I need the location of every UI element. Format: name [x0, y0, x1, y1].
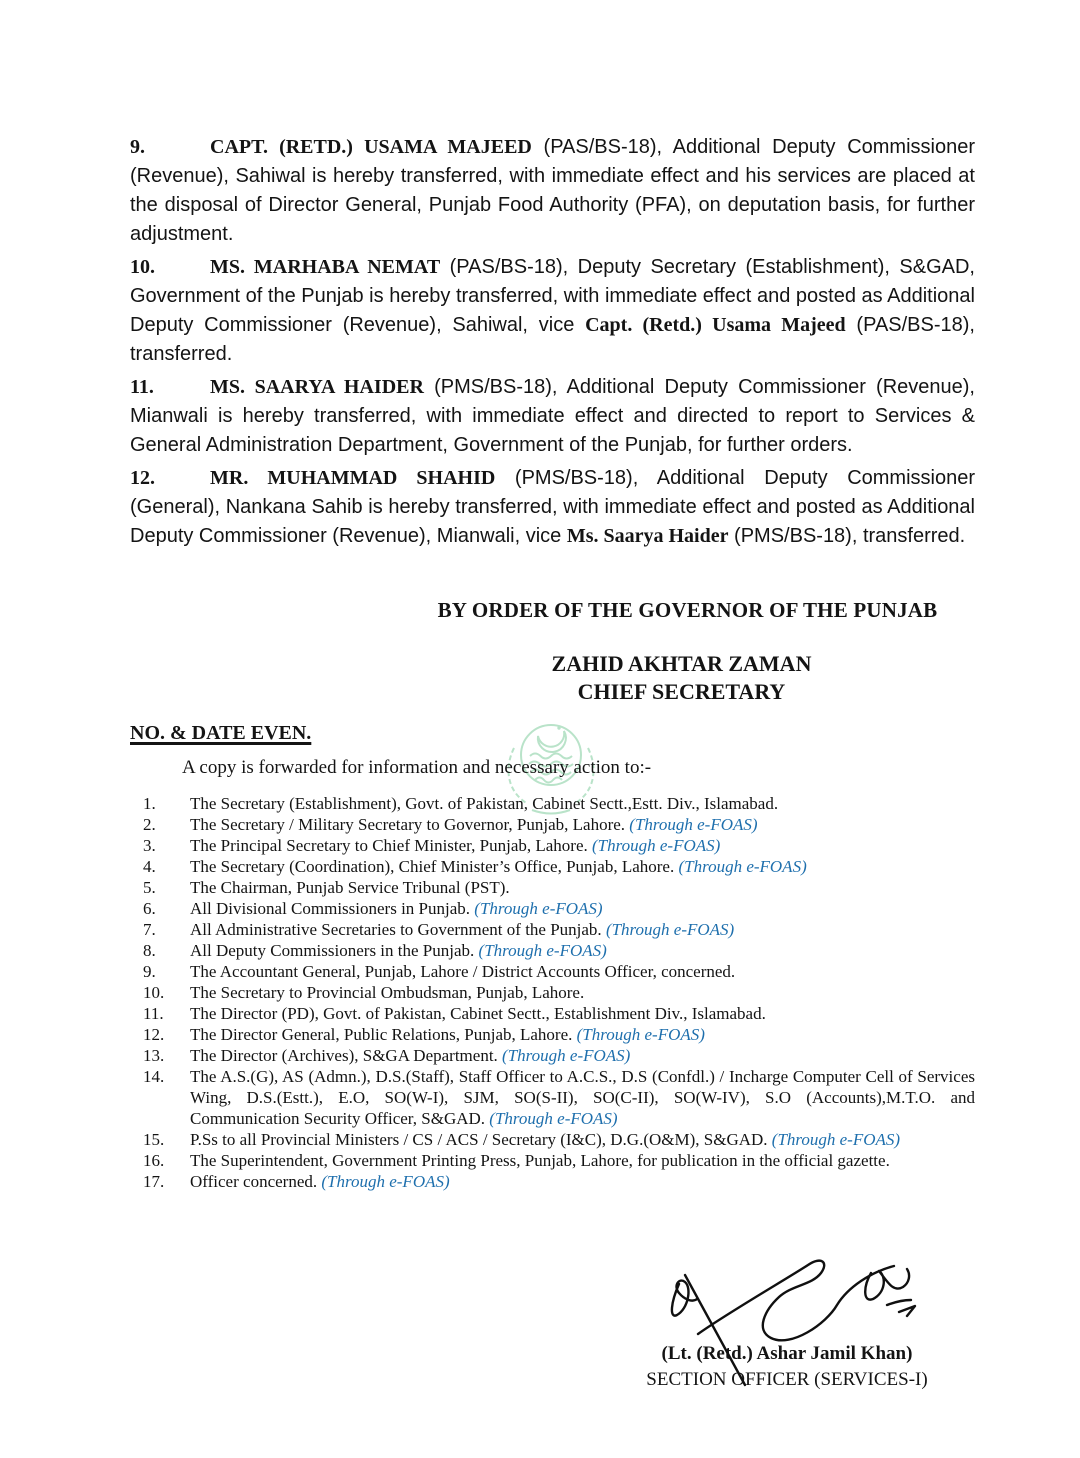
signatory-title: CHIEF SECRETARY: [577, 679, 786, 704]
recipient-item: [130, 898, 975, 919]
recipient-number: 4.: [143, 857, 156, 876]
recipient-number: 16.: [143, 1151, 165, 1170]
recipient-item: [130, 1129, 975, 1150]
recipient-item: [130, 1066, 975, 1129]
recipient-number: 13.: [143, 1046, 165, 1065]
order-text: (PMS/BS-18), transferred.: [728, 525, 966, 547]
through-efoas-note: (Through e-FOAS): [629, 815, 758, 834]
through-efoas-note: (Through e-FOAS): [592, 836, 721, 855]
recipient-text: All Divisional Commissioners in Punjab. (Through e-FOAS): [190, 899, 603, 918]
through-efoas-note: (Through e-FOAS): [678, 857, 807, 876]
recipient-item: [130, 856, 975, 877]
recipient-text: The Secretary (Establishment), Govt. of Pakistan, Cabinet Sectt.,Estt. Div., Islamabad.: [190, 794, 779, 813]
order-number: 11.: [130, 376, 154, 398]
recipient-number: 7.: [143, 920, 156, 939]
through-efoas-note: (Through e-FOAS): [474, 899, 603, 918]
recipient-text: The Superintendent, Government Printing Press, Punjab, Lahore, for publication in the official gazette.: [190, 1151, 890, 1170]
recipient-text: The Accountant General, Punjab, Lahore / District Accounts Officer, concerned.: [190, 962, 736, 981]
recipient-number: 10.: [143, 983, 165, 1002]
officer-name-bold: Ms. Saarya Haider: [566, 525, 729, 547]
order-number: 10.: [130, 256, 155, 278]
recipient-number: 5.: [143, 878, 156, 897]
officer-name-bold: MS. SAARYA HAIDER: [210, 376, 424, 398]
through-efoas-note: (Through e-FOAS): [502, 1046, 631, 1065]
recipient-item: [130, 1045, 975, 1066]
order-text: (PAS/BS-18), transferred.: [130, 314, 975, 365]
recipient-text: Officer concerned. (Through e-FOAS): [190, 1172, 450, 1191]
recipient-text: The Secretary / Military Secretary to Governor, Punjab, Lahore. (Through e-FOAS): [190, 815, 758, 834]
recipient-item: [130, 961, 975, 982]
recipient-text: The Secretary to Provincial Ombudsman, Punjab, Lahore.: [190, 983, 585, 1002]
section-officer-title: SECTION OFFICER (SERVICES-I): [646, 1369, 928, 1390]
recipient-text: All Administrative Secretaries to Government of the Punjab. (Through e-FOAS): [190, 920, 735, 939]
order-number: 9.: [130, 136, 145, 158]
recipient-item: [130, 793, 975, 814]
recipient-number: 11.: [143, 1004, 164, 1023]
recipient-item: [130, 940, 975, 961]
by-order-line: BY ORDER OF THE GOVERNOR OF THE PUNJAB: [437, 598, 938, 622]
recipient-number: 8.: [143, 941, 156, 960]
officer-name-bold: CAPT. (RETD.) USAMA MAJEED: [210, 136, 532, 158]
transfer-order-paragraph: [130, 373, 975, 460]
officer-name-bold: MS. MARHABA NEMAT: [210, 256, 441, 278]
recipient-text: The A.S.(G), AS (Admn.), D.S.(Staff), Staff Officer to A.C.S., D.S (Confdl.) / Incharge Computer Cell of Services Wing, D.S.(Estt.), E.O, SO(W-I), SJM, SO(S-II), SO(C-II), SO(W-IV), S.O (Accounts),M.T.O. and Communication Security Officer, S&GAD. (Through e-FOAS): [190, 1067, 975, 1128]
recipient-number: 15.: [143, 1130, 165, 1149]
recipient-item: [130, 877, 975, 898]
officer-name-bold: MR. MUHAMMAD SHAHID: [210, 467, 496, 489]
section-officer-name: (Lt. (Retd.) Ashar Jamil Khan): [661, 1343, 913, 1364]
recipient-number: 6.: [143, 899, 156, 918]
recipient-text: The Principal Secretary to Chief Minister, Punjab, Lahore. (Through e-FOAS): [190, 836, 721, 855]
recipient-text: P.Ss to all Provincial Ministers / CS / ACS / Secretary (I&C), D.G.(O&M), S&GAD. (Through e-FOAS): [190, 1130, 901, 1149]
through-efoas-note: (Through e-FOAS): [771, 1130, 901, 1149]
signatory-name: ZAHID AKHTAR ZAMAN: [551, 651, 812, 676]
through-efoas-note: (Through e-FOAS): [576, 1025, 705, 1044]
order-text: (PMS/BS-18), Additional Deputy Commissioner (Revenue), Mianwali is hereby transferred, with immediate effect and directed to report to Services & General Administration Department, Government of the Punjab, for further orders.: [130, 376, 975, 456]
transfer-order-paragraph: [130, 464, 975, 551]
recipient-number: 1.: [143, 794, 156, 813]
through-efoas-note: (Through e-FOAS): [478, 941, 607, 960]
recipient-text: The Director (Archives), S&GA Department. (Through e-FOAS): [190, 1046, 631, 1065]
order-text: (PAS/BS-18), Deputy Secretary (Establishment), S&GAD, Government of the Punjab is hereby transferred, with immediate effect and posted as Additional Deputy Commissioner (Revenue), Sahiwal, vice: [130, 256, 975, 336]
recipient-number: 2.: [143, 815, 156, 834]
officer-name-bold: Capt. (Retd.) Usama Majeed: [585, 314, 846, 336]
recipient-text: The Director General, Public Relations, Punjab, Lahore. (Through e-FOAS): [190, 1025, 705, 1044]
document-content: [130, 0, 975, 1192]
transfer-order-paragraph: [130, 253, 975, 369]
recipient-number: 17.: [143, 1172, 165, 1191]
recipient-item: [130, 1171, 975, 1192]
recipient-item: [130, 814, 975, 835]
through-efoas-note: (Through e-FOAS): [489, 1109, 618, 1128]
recipient-item: [130, 1150, 975, 1171]
section-officer-block: [612, 1341, 962, 1393]
transfer-order-paragraph: [130, 133, 975, 249]
through-efoas-note: (Through e-FOAS): [605, 920, 735, 939]
recipient-item: [130, 919, 975, 940]
order-number: 12.: [130, 467, 155, 489]
through-efoas-note: (Through e-FOAS): [321, 1172, 450, 1191]
recipient-text: The Chairman, Punjab Service Tribunal (PST).: [190, 878, 510, 897]
recipient-item: [130, 835, 975, 856]
recipient-item: [130, 1024, 975, 1045]
order-text: (PAS/BS-18), Additional Deputy Commissioner (Revenue), Sahiwal is hereby transferred, with immediate effect and his services are placed at the disposal of Director General, Punjab Food Authority (PFA), on deputation basis, for further adjustment.: [130, 136, 975, 245]
transfer-orders-section: [130, 133, 975, 551]
reference-heading: NO. & DATE EVEN.: [130, 722, 312, 744]
recipient-number: 3.: [143, 836, 156, 855]
copy-forwarded-line: A copy is forwarded for information and necessary action to:-: [182, 757, 652, 778]
recipient-number: 14.: [143, 1067, 165, 1086]
recipient-text: The Director (PD), Govt. of Pakistan, Cabinet Sectt., Establishment Div., Islamabad.: [190, 1004, 766, 1023]
order-text: (PMS/BS-18), Additional Deputy Commissioner (General), Nankana Sahib is hereby transferred, with immediate effect and posted as Additional Deputy Commissioner (Revenue), Mianwali, vice: [130, 467, 976, 547]
recipient-item: [130, 1003, 975, 1024]
recipient-text: All Deputy Commissioners in the Punjab. (Through e-FOAS): [190, 941, 607, 960]
recipients-list: [130, 793, 975, 1192]
recipient-item: [130, 982, 975, 1003]
signatory-block: [130, 650, 975, 706]
recipient-text: The Secretary (Coordination), Chief Minister’s Office, Punjab, Lahore. (Through e-FOAS): [190, 857, 807, 876]
recipient-number: 9.: [143, 962, 156, 981]
recipient-number: 12.: [143, 1025, 165, 1044]
